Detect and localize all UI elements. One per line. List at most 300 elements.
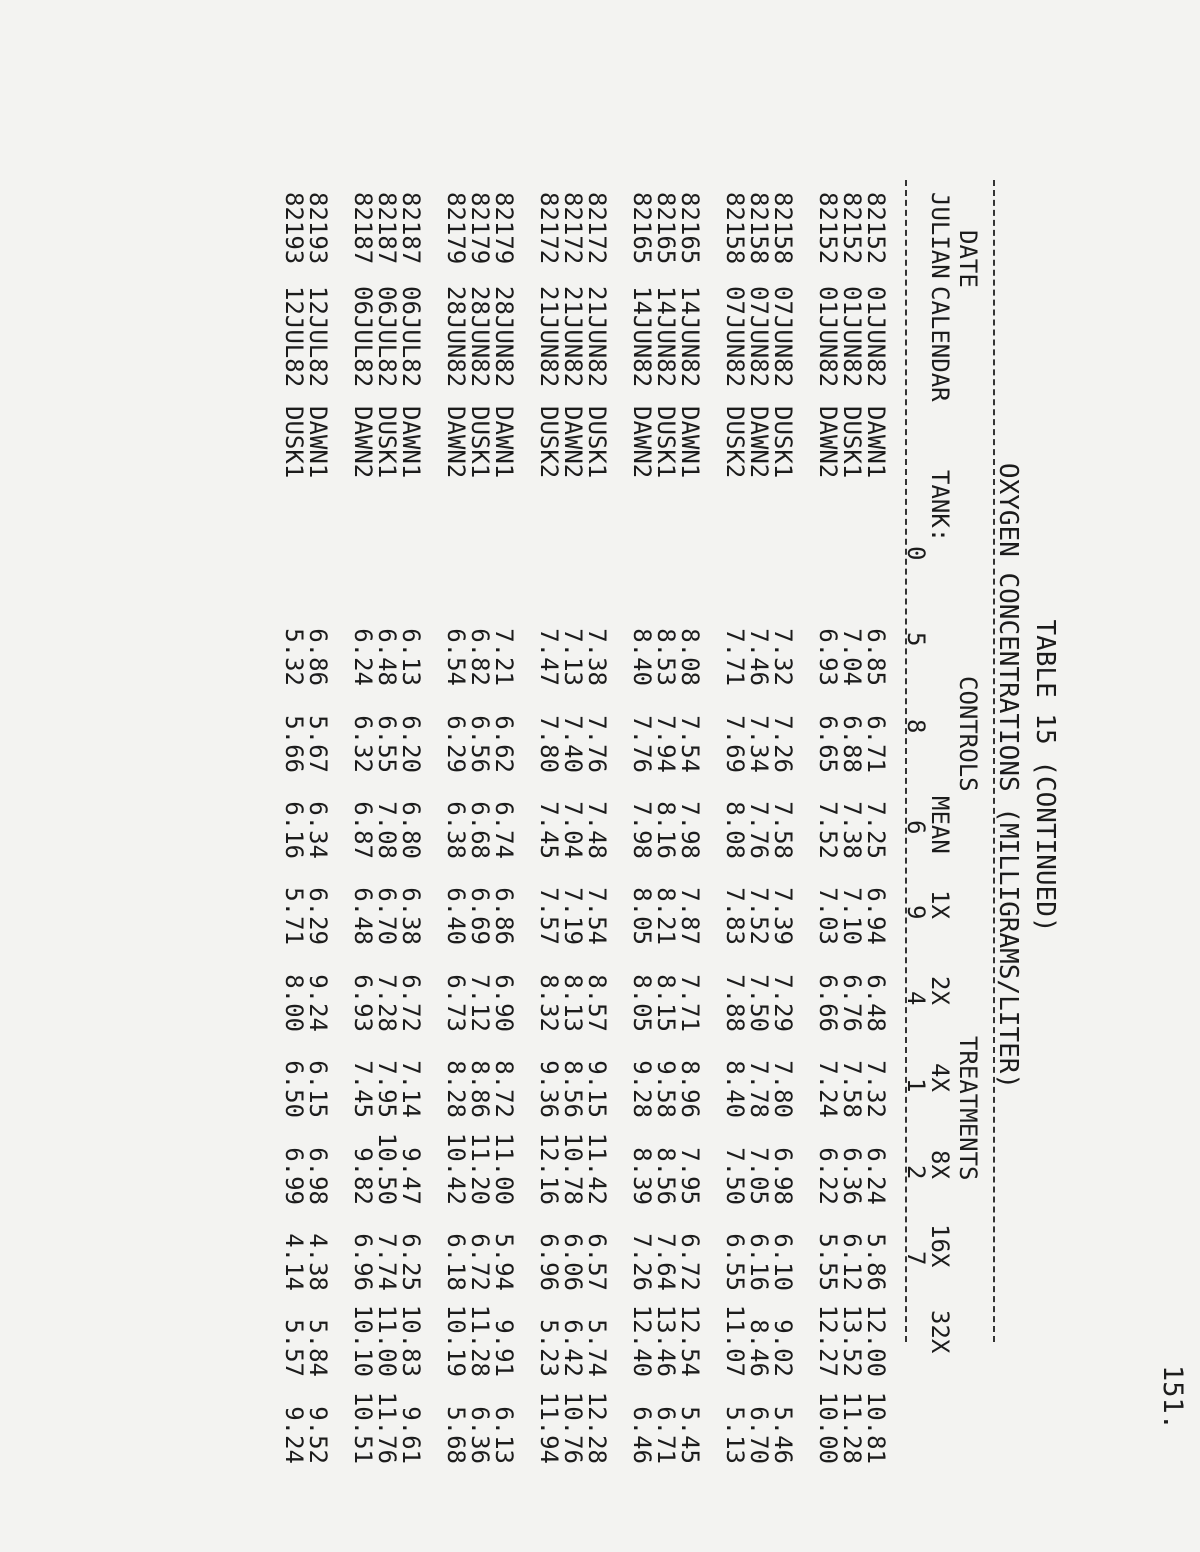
cell-tank8: 6.16 (280, 801, 308, 859)
cell-tank8: 6.74 (490, 801, 518, 859)
cell-calendar-date: 07JUN82 (769, 286, 797, 388)
table-row (747, 192, 771, 1464)
cell-tank4-4x: 11.42 (583, 1132, 611, 1205)
cell-tank4-4x: 10.42 (442, 1132, 470, 1205)
cell-tank4-4x: 6.24 (862, 1147, 890, 1205)
tank-number: 1 (902, 1078, 930, 1093)
cell-calendar-date: 06JUL82 (397, 286, 425, 388)
cell-tank7-32x: 10.51 (349, 1391, 377, 1464)
cell-tank0: 6.86 (304, 628, 332, 686)
cell-tank5: 7.69 (721, 715, 749, 773)
cell-tank6-1x: 8.57 (583, 974, 611, 1032)
header-controls: CONTROLS (954, 676, 982, 792)
cell-tank4-4x: 8.39 (628, 1147, 656, 1205)
cell-tank9-2x: 7.78 (745, 1060, 773, 1118)
cell-controls-mean: 7.03 (814, 887, 842, 945)
cell-tank0: 7.71 (721, 628, 749, 686)
cell-time-of-day: DUSK1 (652, 406, 680, 479)
header-4x: 4X (926, 1063, 954, 1092)
cell-julian-date: 82165 (628, 192, 656, 265)
cell-tank2-16x: 5.23 (535, 1319, 563, 1377)
cell-tank2-16x: 10.10 (349, 1304, 377, 1377)
cell-tank8: 7.76 (745, 801, 773, 859)
cell-tank6-1x: 7.29 (769, 974, 797, 1032)
cell-tank7-32x: 6.13 (490, 1406, 518, 1464)
cell-tank4-4x: 6.99 (280, 1147, 308, 1205)
header-tank-label: TANK: (926, 470, 954, 543)
header-1x: 1X (926, 890, 954, 919)
cell-controls-mean: 7.39 (769, 887, 797, 945)
cell-tank7-32x: 9.52 (304, 1406, 332, 1464)
cell-time-of-day: DAWN2 (745, 406, 773, 479)
cell-tank9-2x: 6.50 (280, 1060, 308, 1118)
cell-tank1-8x: 6.96 (349, 1233, 377, 1291)
cell-calendar-date: 01JUN82 (814, 286, 842, 388)
cell-tank7-32x: 10.81 (862, 1391, 890, 1464)
cell-calendar-date: 06JUL82 (349, 286, 377, 388)
table-row (399, 192, 423, 1464)
cell-tank4-4x: 7.50 (721, 1147, 749, 1205)
cell-julian-date: 82172 (583, 192, 611, 265)
cell-tank4-4x: 9.47 (397, 1147, 425, 1205)
cell-tank2-16x: 12.54 (676, 1304, 704, 1377)
cell-tank0: 7.21 (490, 628, 518, 686)
cell-tank4-4x: 10.78 (559, 1132, 587, 1205)
cell-julian-date: 82165 (676, 192, 704, 265)
cell-tank7-32x: 12.28 (583, 1391, 611, 1464)
cell-time-of-day: DUSK1 (838, 406, 866, 479)
cell-tank8: 8.08 (721, 801, 749, 859)
cell-tank9-2x: 9.36 (535, 1060, 563, 1118)
cell-tank2-16x: 11.00 (373, 1304, 401, 1377)
table-row (771, 192, 795, 1464)
cell-tank1-8x: 4.14 (280, 1233, 308, 1291)
cell-controls-mean: 6.70 (373, 887, 401, 945)
cell-time-of-day: DAWN2 (349, 406, 377, 479)
cell-calendar-date: 14JUN82 (628, 286, 656, 388)
cell-controls-mean: 6.40 (442, 887, 470, 945)
cell-tank1-8x: 6.12 (838, 1233, 866, 1291)
cell-time-of-day: DAWN2 (814, 406, 842, 479)
cell-tank5: 7.40 (559, 715, 587, 773)
cell-tank8: 6.80 (397, 801, 425, 859)
cell-tank6-1x: 8.15 (652, 974, 680, 1032)
table-row (351, 192, 375, 1464)
cell-tank1-8x: 6.18 (442, 1233, 470, 1291)
cell-tank6-1x: 7.71 (676, 974, 704, 1032)
table-row (492, 192, 516, 1464)
table-row (561, 192, 585, 1464)
cell-tank6-1x: 7.28 (373, 974, 401, 1032)
cell-controls-mean: 7.54 (583, 887, 611, 945)
cell-calendar-date: 07JUN82 (745, 286, 773, 388)
cell-tank6-1x: 6.73 (442, 974, 470, 1032)
header-mean: MEAN (926, 796, 954, 854)
cell-tank5: 6.29 (442, 715, 470, 773)
cell-time-of-day: DUSK1 (583, 406, 611, 479)
cell-controls-mean: 7.57 (535, 887, 563, 945)
cell-calendar-date: 12JUL82 (280, 286, 308, 388)
tank-number: 6 (902, 820, 930, 835)
cell-tank2-16x: 9.91 (490, 1319, 518, 1377)
cell-tank7-32x: 6.36 (466, 1406, 494, 1464)
cell-tank1-8x: 7.26 (628, 1233, 656, 1291)
cell-tank0: 6.48 (373, 628, 401, 686)
cell-tank8: 7.98 (628, 801, 656, 859)
cell-tank7-32x: 11.76 (373, 1391, 401, 1464)
cell-tank7-32x: 11.94 (535, 1391, 563, 1464)
cell-tank1-8x: 7.74 (373, 1233, 401, 1291)
table-row (375, 192, 399, 1464)
cell-tank0: 6.24 (349, 628, 377, 686)
cell-tank2-16x: 11.07 (721, 1304, 749, 1377)
cell-tank8: 6.34 (304, 801, 332, 859)
cell-tank8: 7.98 (676, 801, 704, 859)
cell-time-of-day: DUSK1 (769, 406, 797, 479)
cell-tank6-1x: 8.13 (559, 974, 587, 1032)
cell-time-of-day: DAWN1 (862, 406, 890, 479)
cell-controls-mean: 8.05 (628, 887, 656, 945)
header-treatments: TREATMENTS (954, 1036, 982, 1181)
cell-tank5: 7.80 (535, 715, 563, 773)
cell-tank1-8x: 6.06 (559, 1233, 587, 1291)
cell-tank6-1x: 6.72 (397, 974, 425, 1032)
cell-time-of-day: DAWN2 (442, 406, 470, 479)
cell-tank9-2x: 8.86 (466, 1060, 494, 1118)
cell-tank6-1x: 6.93 (349, 974, 377, 1032)
cell-julian-date: 82179 (442, 192, 470, 265)
cell-calendar-date: 21JUN82 (583, 286, 611, 388)
cell-tank5: 6.32 (349, 715, 377, 773)
cell-calendar-date: 12JUL82 (304, 286, 332, 388)
cell-tank9-2x: 7.32 (862, 1060, 890, 1118)
cell-tank4-4x: 6.98 (304, 1147, 332, 1205)
cell-calendar-date: 14JUN82 (652, 286, 680, 388)
header-date: DATE (954, 230, 982, 288)
cell-tank1-8x: 6.72 (676, 1233, 704, 1291)
cell-tank8: 7.58 (769, 801, 797, 859)
cell-tank7-32x: 5.46 (769, 1406, 797, 1464)
table-row (816, 192, 840, 1464)
tank-number: 0 (902, 546, 930, 561)
cell-tank6-1x: 8.00 (280, 974, 308, 1032)
cell-tank6-1x: 6.66 (814, 974, 842, 1032)
tank-number: 5 (902, 632, 930, 647)
cell-julian-date: 82193 (304, 192, 332, 265)
cell-time-of-day: DUSK2 (535, 406, 563, 479)
cell-time-of-day: DUSK2 (721, 406, 749, 479)
cell-tank9-2x: 8.28 (442, 1060, 470, 1118)
cell-tank0: 6.93 (814, 628, 842, 686)
cell-tank2-16x: 13.46 (652, 1304, 680, 1377)
cell-tank4-4x: 7.95 (676, 1147, 704, 1205)
group-spacer (330, 192, 351, 1464)
cell-tank0: 8.40 (628, 628, 656, 686)
cell-tank1-8x: 5.86 (862, 1233, 890, 1291)
tank-number: 9 (902, 905, 930, 920)
cell-tank5: 6.55 (373, 715, 401, 773)
cell-julian-date: 82152 (862, 192, 890, 265)
cell-tank8: 7.04 (559, 801, 587, 859)
cell-tank5: 6.62 (490, 715, 518, 773)
cell-tank9-2x: 7.24 (814, 1060, 842, 1118)
cell-tank4-4x: 10.50 (373, 1132, 401, 1205)
cell-calendar-date: 28JUN82 (442, 286, 470, 388)
cell-julian-date: 82179 (490, 192, 518, 265)
group-spacer (516, 192, 537, 1464)
cell-tank8: 6.87 (349, 801, 377, 859)
cell-tank9-2x: 9.15 (583, 1060, 611, 1118)
table-row (840, 192, 864, 1464)
cell-tank0: 6.13 (397, 628, 425, 686)
cell-calendar-date: 28JUN82 (490, 286, 518, 388)
cell-tank2-16x: 12.27 (814, 1304, 842, 1377)
cell-tank7-32x: 5.13 (721, 1406, 749, 1464)
group-spacer (795, 192, 816, 1464)
cell-tank7-32x: 10.76 (559, 1391, 587, 1464)
cell-controls-mean: 7.83 (721, 887, 749, 945)
cell-time-of-day: DUSK1 (280, 406, 308, 479)
cell-tank6-1x: 8.05 (628, 974, 656, 1032)
cell-tank9-2x: 7.80 (769, 1060, 797, 1118)
cell-tank9-2x: 9.28 (628, 1060, 656, 1118)
cell-tank5: 7.76 (628, 715, 656, 773)
cell-tank9-2x: 7.14 (397, 1060, 425, 1118)
table-subtitle: OXYGEN CONCENTRATIONS (MILLIGRAMS/LITER) (993, 462, 1023, 1090)
cell-controls-mean: 7.52 (745, 887, 773, 945)
cell-tank0: 6.82 (466, 628, 494, 686)
cell-tank1-8x: 6.10 (769, 1233, 797, 1291)
page-number: 151. (1157, 1365, 1188, 1431)
cell-tank0: 7.38 (583, 628, 611, 686)
cell-tank1-8x: 6.57 (583, 1233, 611, 1291)
table-row (630, 192, 654, 1464)
cell-time-of-day: DAWN1 (490, 406, 518, 479)
cell-tank5: 7.94 (652, 715, 680, 773)
cell-tank2-16x: 10.83 (397, 1304, 425, 1377)
cell-julian-date: 82179 (466, 192, 494, 265)
cell-tank4-4x: 11.00 (490, 1132, 518, 1205)
cell-tank1-8x: 6.25 (397, 1233, 425, 1291)
table-row (537, 192, 561, 1464)
cell-tank1-8x: 6.16 (745, 1233, 773, 1291)
group-spacer (609, 192, 630, 1464)
cell-calendar-date: 14JUN82 (676, 286, 704, 388)
cell-tank4-4x: 6.36 (838, 1147, 866, 1205)
cell-tank8: 7.25 (862, 801, 890, 859)
cell-calendar-date: 06JUL82 (373, 286, 401, 388)
table-row (723, 192, 747, 1464)
cell-julian-date: 82152 (838, 192, 866, 265)
table-row (864, 192, 888, 1464)
cell-tank4-4x: 9.82 (349, 1147, 377, 1205)
cell-tank7-32x: 6.70 (745, 1406, 773, 1464)
cell-tank1-8x: 6.72 (466, 1233, 494, 1291)
cell-tank4-4x: 6.98 (769, 1147, 797, 1205)
cell-julian-date: 82172 (535, 192, 563, 265)
cell-time-of-day: DUSK1 (466, 406, 494, 479)
cell-julian-date: 82187 (349, 192, 377, 265)
header-calendar: CALENDAR (926, 286, 954, 402)
cell-tank9-2x: 7.45 (349, 1060, 377, 1118)
cell-tank7-32x: 6.46 (628, 1406, 656, 1464)
cell-tank9-2x: 6.15 (304, 1060, 332, 1118)
cell-controls-mean: 6.94 (862, 887, 890, 945)
cell-controls-mean: 6.29 (304, 887, 332, 945)
cell-tank1-8x: 6.96 (535, 1233, 563, 1291)
cell-tank0: 6.85 (862, 628, 890, 686)
cell-tank8: 8.16 (652, 801, 680, 859)
cell-controls-mean: 6.86 (490, 887, 518, 945)
cell-calendar-date: 01JUN82 (838, 286, 866, 388)
cell-calendar-date: 21JUN82 (559, 286, 587, 388)
cell-controls-mean: 5.71 (280, 887, 308, 945)
table-row (585, 192, 609, 1464)
cell-tank6-1x: 6.90 (490, 974, 518, 1032)
cell-tank8: 6.68 (466, 801, 494, 859)
cell-tank0: 6.54 (442, 628, 470, 686)
cell-tank1-8x: 5.55 (814, 1233, 842, 1291)
cell-controls-mean: 6.48 (349, 887, 377, 945)
cell-tank9-2x: 8.72 (490, 1060, 518, 1118)
cell-tank5: 7.34 (745, 715, 773, 773)
cell-calendar-date: 28JUN82 (466, 286, 494, 388)
cell-time-of-day: DAWN1 (397, 406, 425, 479)
cell-tank8: 7.38 (838, 801, 866, 859)
cell-tank2-16x: 5.57 (280, 1319, 308, 1377)
cell-julian-date: 82158 (721, 192, 749, 265)
cell-tank0: 7.32 (769, 628, 797, 686)
cell-tank6-1x: 7.88 (721, 974, 749, 1032)
cell-tank0: 7.47 (535, 628, 563, 686)
cell-tank1-8x: 5.94 (490, 1233, 518, 1291)
cell-tank2-16x: 11.28 (466, 1304, 494, 1377)
cell-tank2-16x: 10.19 (442, 1304, 470, 1377)
cell-tank2-16x: 12.00 (862, 1304, 890, 1377)
cell-tank5: 5.67 (304, 715, 332, 773)
oxygen-data-table (282, 192, 888, 1464)
cell-tank9-2x: 8.96 (676, 1060, 704, 1118)
cell-tank2-16x: 9.02 (769, 1319, 797, 1377)
cell-tank4-4x: 12.16 (535, 1132, 563, 1205)
cell-tank1-8x: 4.38 (304, 1233, 332, 1291)
group-spacer (702, 192, 723, 1464)
cell-julian-date: 82152 (814, 192, 842, 265)
cell-tank8: 7.08 (373, 801, 401, 859)
tank-number: 7 (902, 1251, 930, 1266)
header-julian: JULIAN (926, 192, 954, 279)
cell-tank7-32x: 9.61 (397, 1406, 425, 1464)
cell-time-of-day: DUSK1 (373, 406, 401, 479)
cell-tank4-4x: 8.56 (652, 1147, 680, 1205)
cell-tank7-32x: 9.24 (280, 1406, 308, 1464)
cell-tank2-16x: 5.84 (304, 1319, 332, 1377)
cell-tank7-32x: 5.68 (442, 1406, 470, 1464)
header-dashed-rule (905, 180, 907, 1342)
cell-time-of-day: DAWN1 (676, 406, 704, 479)
cell-julian-date: 82158 (769, 192, 797, 265)
cell-tank0: 8.53 (652, 628, 680, 686)
cell-tank5: 6.65 (814, 715, 842, 773)
cell-tank2-16x: 5.74 (583, 1319, 611, 1377)
cell-calendar-date: 07JUN82 (721, 286, 749, 388)
cell-tank5: 7.26 (769, 715, 797, 773)
cell-tank2-16x: 12.40 (628, 1304, 656, 1377)
group-spacer (423, 192, 444, 1464)
cell-tank7-32x: 6.71 (652, 1406, 680, 1464)
cell-tank5: 6.56 (466, 715, 494, 773)
cell-tank6-1x: 7.12 (466, 974, 494, 1032)
cell-tank6-1x: 9.24 (304, 974, 332, 1032)
cell-tank0: 7.13 (559, 628, 587, 686)
top-dashed-rule (993, 180, 995, 1342)
table-row (654, 192, 678, 1464)
cell-julian-date: 82193 (280, 192, 308, 265)
header-2x: 2X (926, 976, 954, 1005)
cell-tank6-1x: 6.48 (862, 974, 890, 1032)
cell-tank2-16x: 6.42 (559, 1319, 587, 1377)
cell-tank5: 6.20 (397, 715, 425, 773)
cell-controls-mean: 6.69 (466, 887, 494, 945)
cell-tank9-2x: 7.95 (373, 1060, 401, 1118)
cell-julian-date: 82187 (373, 192, 401, 265)
cell-tank7-32x: 5.45 (676, 1406, 704, 1464)
cell-julian-date: 82165 (652, 192, 680, 265)
cell-julian-date: 82172 (559, 192, 587, 265)
table-row (306, 192, 330, 1464)
cell-tank9-2x: 8.56 (559, 1060, 587, 1118)
cell-tank5: 5.66 (280, 715, 308, 773)
cell-controls-mean: 7.19 (559, 887, 587, 945)
cell-controls-mean: 7.10 (838, 887, 866, 945)
header-16x: 16X (926, 1224, 954, 1268)
cell-tank6-1x: 6.76 (838, 974, 866, 1032)
cell-julian-date: 82187 (397, 192, 425, 265)
cell-tank0: 5.32 (280, 628, 308, 686)
cell-time-of-day: DAWN2 (628, 406, 656, 479)
cell-tank2-16x: 13.52 (838, 1304, 866, 1377)
cell-tank5: 7.54 (676, 715, 704, 773)
cell-tank4-4x: 11.20 (466, 1132, 494, 1205)
tank-number: 8 (902, 719, 930, 734)
cell-tank8: 7.52 (814, 801, 842, 859)
cell-tank0: 8.08 (676, 628, 704, 686)
cell-time-of-day: DAWN1 (304, 406, 332, 479)
cell-tank0: 7.04 (838, 628, 866, 686)
header-32x: 32X (926, 1310, 954, 1354)
cell-tank8: 6.38 (442, 801, 470, 859)
cell-calendar-date: 21JUN82 (535, 286, 563, 388)
cell-tank1-8x: 6.55 (721, 1233, 749, 1291)
cell-tank8: 7.48 (583, 801, 611, 859)
table-row (678, 192, 702, 1464)
cell-tank5: 6.71 (862, 715, 890, 773)
cell-tank1-8x: 7.64 (652, 1233, 680, 1291)
cell-tank4-4x: 7.05 (745, 1147, 773, 1205)
cell-tank9-2x: 9.58 (652, 1060, 680, 1118)
cell-time-of-day: DAWN2 (559, 406, 587, 479)
table-row (468, 192, 492, 1464)
cell-tank5: 6.88 (838, 715, 866, 773)
header-8x: 8X (926, 1150, 954, 1179)
tank-number: 4 (902, 991, 930, 1006)
table-title: TABLE 15 (CONTINUED) (1030, 619, 1060, 933)
cell-tank5: 7.76 (583, 715, 611, 773)
tank-number: 2 (902, 1165, 930, 1180)
cell-tank9-2x: 8.40 (721, 1060, 749, 1118)
cell-tank7-32x: 11.28 (838, 1391, 866, 1464)
cell-tank2-16x: 8.46 (745, 1319, 773, 1377)
